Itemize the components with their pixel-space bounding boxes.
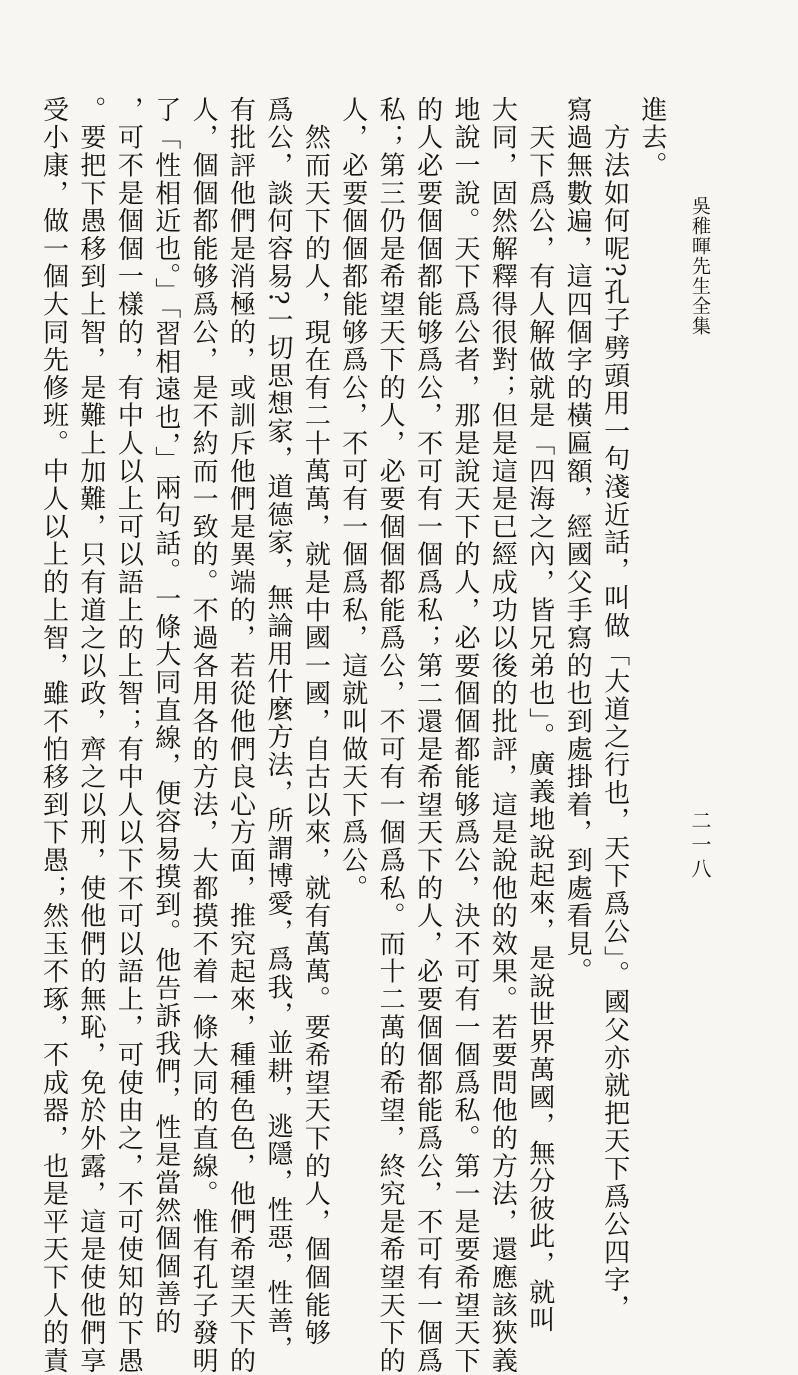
text-column: 然而天下的人，現在有二十萬萬，就是中國一國，自古以來，就有萬萬。要希望天下的人，個個能够 [300, 96, 331, 1347]
text-column: 方法如何呢?孔子劈頭用一句淺近話，叫做「大道之行也，天下爲公」。國父亦就把天下爲公四字， [599, 96, 630, 1322]
text-column: 人，個個都能够爲公，是不約而一致的。不過各用各的方法，大都摸不着一條大同的直線。惟有孔子發明 [188, 96, 219, 1375]
text-column: 大同，固然解釋得很對；但是這是已經成功以後的批評，這是說他的效果。若要問他的方法，還應該狹義 [487, 96, 518, 1375]
page-number: 二一八 [688, 810, 712, 882]
text-column: 進去。 [637, 96, 667, 180]
text-column: 爲公，談何容易?一切思想家，道德家，無論用什麼方法，所謂博愛，爲我，並耕，逃隱，性惡，性善， [262, 96, 293, 1363]
text-column: ，可不是個個一樣的，有中人以上可以語上的上智；有中人以下不可以語上，可使由之，不可使知的下愚 [113, 96, 144, 1375]
text-column: 了「性相近也。」「習相遠也，」兩句話。一條大同直線，便容易摸到。他告訴我們，性是當然個個善的 [150, 96, 181, 1336]
text-column: 天下爲公，有人解做就是「四海之內，皆兄弟也」。廣義地說起來，是說世界萬國，無分彼此，就叫 [524, 96, 555, 1334]
body-text [34, 96, 670, 1375]
text-column: 寫過無數遍，這四個字的橫匾額，經國父手寫的也到處掛着，到處看見。 [562, 96, 593, 986]
text-column: 有批評他們是消極的，或訓斥他們是異端的，若從他們良心方面，推究起來，種種色色，他們希望天下的 [225, 96, 256, 1375]
text-column: 。要把下愚移到上智，是難上加難，只有道之以政，齊之以刑，使他們的無恥，免於外露，這是使他們享 [75, 96, 106, 1375]
text-column: 私；第三仍是希望天下的人，必要個個都能爲公，不可有一個爲私。而十二萬的希望，終究是希望天下的 [375, 96, 406, 1375]
text-column: 的人必要個個都能够爲公，不可有一個爲私；第二還是希望天下的人，必要個個都能爲公，不可有一個爲 [412, 96, 443, 1375]
text-column: 人，必要個個都能够爲公，不可有一個爲私，這就叫做天下爲公。 [337, 96, 368, 903]
text-column: 受小康，做一個大同先修班。中人以上的上智，雖不怕移到下愚；然玉不琢，不成器，也是平天下人的責 [38, 96, 69, 1375]
text-column: 地說一說。天下爲公者，那是說天下的人，必要個個都能够爲公，決不可有一個爲私。第一是要希望天下 [449, 96, 480, 1375]
running-title: 吳稚暉先生全集 [689, 196, 711, 336]
